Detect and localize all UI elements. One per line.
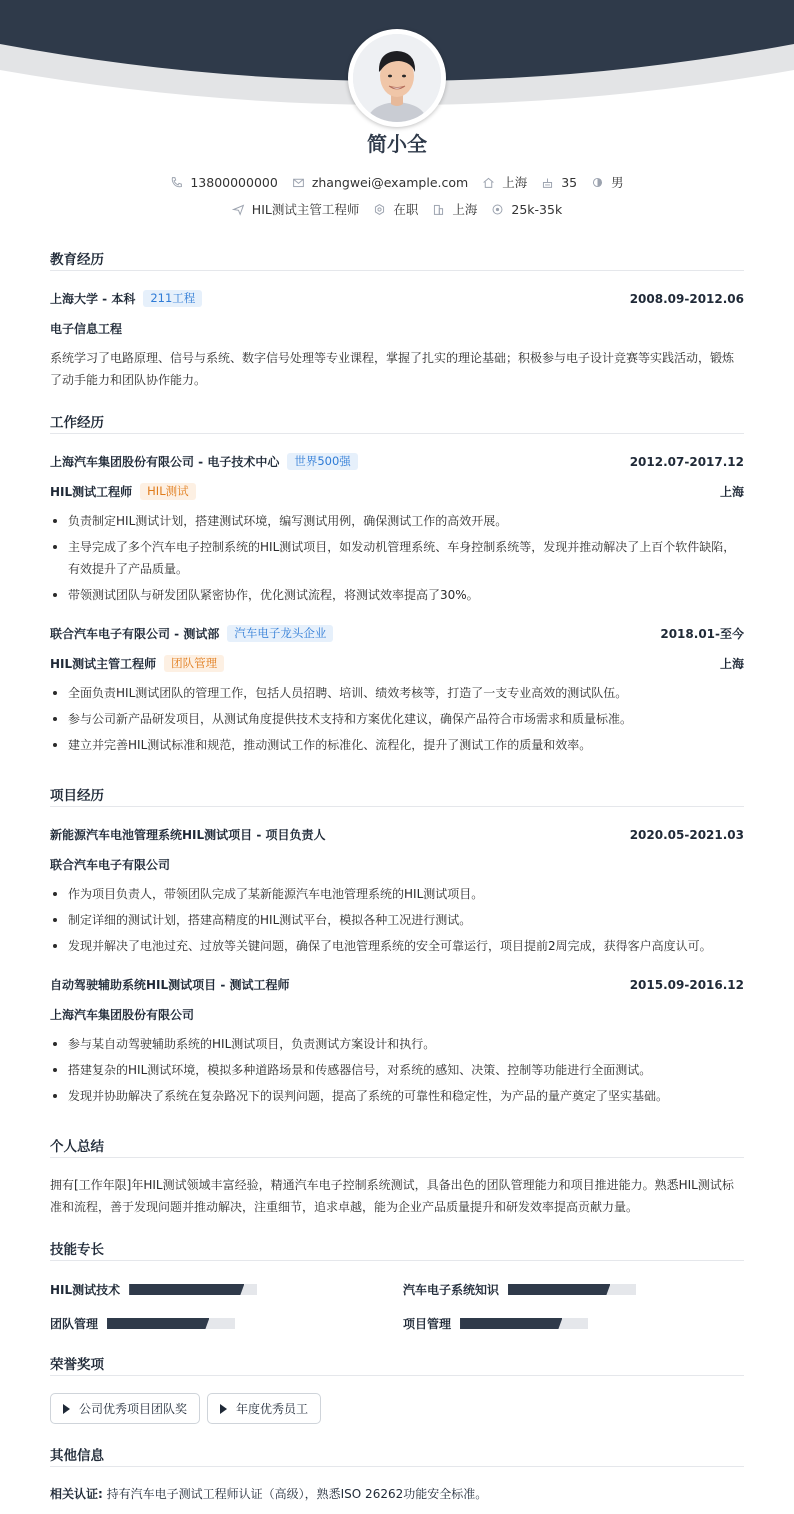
salary-item bbox=[491, 202, 562, 217]
target-city-text: 上海 bbox=[452, 202, 478, 217]
work-bullets bbox=[50, 682, 744, 760]
list-item: 主导完成了多个汽车电子控制系统的HIL测试项目，如发动机管理系统、车身控制系统等，发现并推动解决了上百个软件缺陷，有效提升了产品质量。 bbox=[50, 536, 744, 580]
project-company: 联合汽车电子有限公司 bbox=[50, 858, 171, 872]
job-target-item bbox=[232, 200, 360, 218]
salary-text: 25k-35k bbox=[511, 201, 563, 217]
list-item: 发现并解决了电池过充、过放等关键问题，确保了电池管理系统的安全可靠运行，项目提前2周完成，获得客户高度认可。 bbox=[50, 935, 744, 957]
play-icon bbox=[220, 1404, 227, 1414]
skill-fill bbox=[508, 1284, 610, 1295]
skill-name: 团队管理 bbox=[50, 1317, 99, 1331]
project-name: 新能源汽车电池管理系统HIL测试项目 - 项目负责人 bbox=[50, 828, 326, 842]
skill-bar bbox=[129, 1284, 257, 1295]
send-icon bbox=[232, 203, 245, 216]
work-position-row bbox=[50, 483, 744, 500]
email-text: zhangwei@example.com bbox=[311, 174, 469, 190]
project-bullets bbox=[50, 1033, 744, 1111]
work-company: 上海汽车集团股份有限公司 - 电子技术中心 bbox=[50, 455, 280, 469]
job-target-text: HIL测试主管工程师 bbox=[251, 202, 360, 217]
education-school: 上海大学 - 本科 bbox=[50, 292, 136, 306]
list-item: 带领测试团队与研发团队紧密协作，优化测试流程，将测试效率提高了30%。 bbox=[50, 584, 744, 606]
work-company: 联合汽车电子有限公司 - 测试部 bbox=[50, 627, 220, 641]
other-label: 相关认证: bbox=[50, 1487, 103, 1501]
skill-fill bbox=[460, 1318, 562, 1329]
skill-name: 汽车电子系统知识 bbox=[403, 1283, 500, 1297]
work-date: 2012.07-2017.12 bbox=[629, 454, 744, 469]
location-text: 上海 bbox=[502, 175, 528, 190]
location-item bbox=[482, 173, 527, 191]
skill-bar bbox=[508, 1284, 636, 1295]
profile-photo bbox=[353, 34, 441, 122]
job-intent-row bbox=[0, 200, 794, 218]
phone-item bbox=[170, 175, 277, 190]
section-title-skills: 技能专长 bbox=[50, 1242, 104, 1258]
award-badge bbox=[207, 1393, 321, 1424]
gender-icon bbox=[591, 176, 604, 189]
other-value: 持有汽车电子测试工程师认证（高级），熟悉ISO 26262功能安全标准。 bbox=[106, 1487, 488, 1501]
section-education bbox=[50, 249, 744, 271]
age-text: 35 bbox=[561, 174, 578, 190]
award-label: 公司优秀项目团队奖 bbox=[79, 1402, 188, 1416]
section-summary bbox=[50, 1136, 744, 1158]
education-header bbox=[50, 290, 744, 307]
skill-name: HIL测试技术 bbox=[50, 1283, 121, 1297]
section-projects bbox=[50, 785, 744, 807]
work-position: HIL测试主管工程师 bbox=[50, 657, 157, 671]
work-position-tag: HIL测试 bbox=[140, 483, 195, 500]
section-skills bbox=[50, 1239, 744, 1261]
skill-fill bbox=[107, 1318, 209, 1329]
award-badge bbox=[50, 1393, 200, 1424]
work-company-tag: 世界500强 bbox=[287, 453, 357, 470]
list-item: 发现并协助解决了系统在复杂路况下的误判问题，提高了系统的可靠性和稳定性，为产品的量产奠定了坚实基础。 bbox=[50, 1085, 744, 1107]
work-position-tag: 团队管理 bbox=[164, 655, 224, 672]
education-date: 2008.09-2012.06 bbox=[629, 291, 744, 306]
section-title-work: 工作经历 bbox=[50, 415, 104, 431]
age-item bbox=[541, 175, 577, 190]
award-label: 年度优秀员工 bbox=[236, 1402, 309, 1416]
work-company-tag: 汽车电子龙头企业 bbox=[227, 625, 333, 642]
cake-icon bbox=[541, 176, 554, 189]
status-text: 在职 bbox=[393, 202, 419, 217]
section-title-honors: 荣誉奖项 bbox=[50, 1357, 104, 1373]
project-header bbox=[50, 976, 744, 993]
avatar bbox=[348, 29, 446, 127]
building-icon bbox=[432, 203, 445, 216]
skill-item bbox=[50, 1315, 235, 1332]
section-title-summary: 个人总结 bbox=[50, 1139, 104, 1155]
status-icon bbox=[373, 203, 386, 216]
phone-icon bbox=[170, 176, 183, 189]
work-header bbox=[50, 625, 744, 642]
summary-text: 拥有[工作年限]年HIL测试领域丰富经验，精通汽车电子控制系统测试，具备出色的团队管理能力和项目推进能力。熟悉HIL测试标准和流程，善于发现问题并推动解决，注重细节，追求卓越，能为企业产品质量提升和研发效率提高贡献力量。 bbox=[50, 1178, 734, 1214]
work-position: HIL测试工程师 bbox=[50, 485, 133, 499]
education-major: 电子信息工程 bbox=[50, 322, 123, 336]
section-title-education: 教育经历 bbox=[50, 252, 104, 268]
phone-text: 13800000000 bbox=[190, 174, 278, 190]
section-other bbox=[50, 1445, 744, 1467]
work-position-row bbox=[50, 655, 744, 672]
list-item: 制定详细的测试计划，搭建高精度的HIL测试平台，模拟各种工况进行测试。 bbox=[50, 909, 744, 931]
project-company: 上海汽车集团股份有限公司 bbox=[50, 1008, 195, 1022]
list-item: 搭建复杂的HIL测试环境，模拟多种道路场景和传感器信号，对系统的感知、决策、控制等功能进行全面测试。 bbox=[50, 1059, 744, 1081]
work-location: 上海 bbox=[719, 657, 744, 671]
list-item: 参与某自动驾驶辅助系统的HIL测试项目，负责测试方案设计和执行。 bbox=[50, 1033, 744, 1055]
section-title-other: 其他信息 bbox=[50, 1448, 104, 1464]
project-bullets bbox=[50, 883, 744, 961]
work-bullets bbox=[50, 510, 744, 610]
email-item bbox=[292, 175, 468, 190]
education-description: 系统学习了电路原理、信号与系统、数字信号处理等专业课程，掌握了扎实的理论基础；积极参与电子设计竞赛等实践活动，锻炼了动手能力和团队协作能力。 bbox=[50, 351, 735, 387]
skill-item bbox=[50, 1281, 257, 1298]
contact-row bbox=[0, 173, 794, 191]
section-honors bbox=[50, 1354, 744, 1376]
list-item: 作为项目负责人，带领团队完成了某新能源汽车电池管理系统的HIL测试项目。 bbox=[50, 883, 744, 905]
project-date: 2020.05-2021.03 bbox=[629, 827, 744, 842]
skill-item bbox=[403, 1281, 636, 1298]
other-info bbox=[50, 1485, 487, 1502]
target-city-item bbox=[432, 200, 477, 218]
education-tag: 211工程 bbox=[143, 290, 202, 307]
work-location: 上海 bbox=[719, 485, 744, 499]
work-header bbox=[50, 453, 744, 470]
skill-name: 项目管理 bbox=[403, 1317, 452, 1331]
project-date: 2015.09-2016.12 bbox=[629, 977, 744, 992]
skill-bar bbox=[460, 1318, 588, 1329]
section-work bbox=[50, 412, 744, 434]
project-header bbox=[50, 826, 744, 843]
project-name: 自动驾驶辅助系统HIL测试项目 - 测试工程师 bbox=[50, 978, 290, 992]
skill-item bbox=[403, 1315, 588, 1332]
list-item: 全面负责HIL测试团队的管理工作，包括人员招聘、培训、绩效考核等，打造了一支专业高效的测试队伍。 bbox=[50, 682, 744, 704]
list-item: 建立并完善HIL测试标准和规范，推动测试工作的标准化、流程化，提升了测试工作的质量和效率。 bbox=[50, 734, 744, 756]
skill-bar bbox=[107, 1318, 235, 1329]
salary-icon bbox=[491, 203, 504, 216]
list-item: 参与公司新产品研发项目，从测试角度提供技术支持和方案优化建议，确保产品符合市场需求和质量标准。 bbox=[50, 708, 744, 730]
work-date: 2018.01-至今 bbox=[660, 627, 744, 641]
list-item: 负责制定HIL测试计划，搭建测试环境，编写测试用例，确保测试工作的高效开展。 bbox=[50, 510, 744, 532]
skill-fill bbox=[129, 1284, 244, 1295]
gender-text: 男 bbox=[611, 175, 624, 190]
play-icon bbox=[63, 1404, 70, 1414]
status-item bbox=[373, 200, 418, 218]
mail-icon bbox=[292, 176, 305, 189]
section-title-projects: 项目经历 bbox=[50, 788, 104, 804]
candidate-name: 简小全 bbox=[367, 132, 427, 156]
home-icon bbox=[482, 176, 495, 189]
gender-item bbox=[591, 173, 624, 191]
